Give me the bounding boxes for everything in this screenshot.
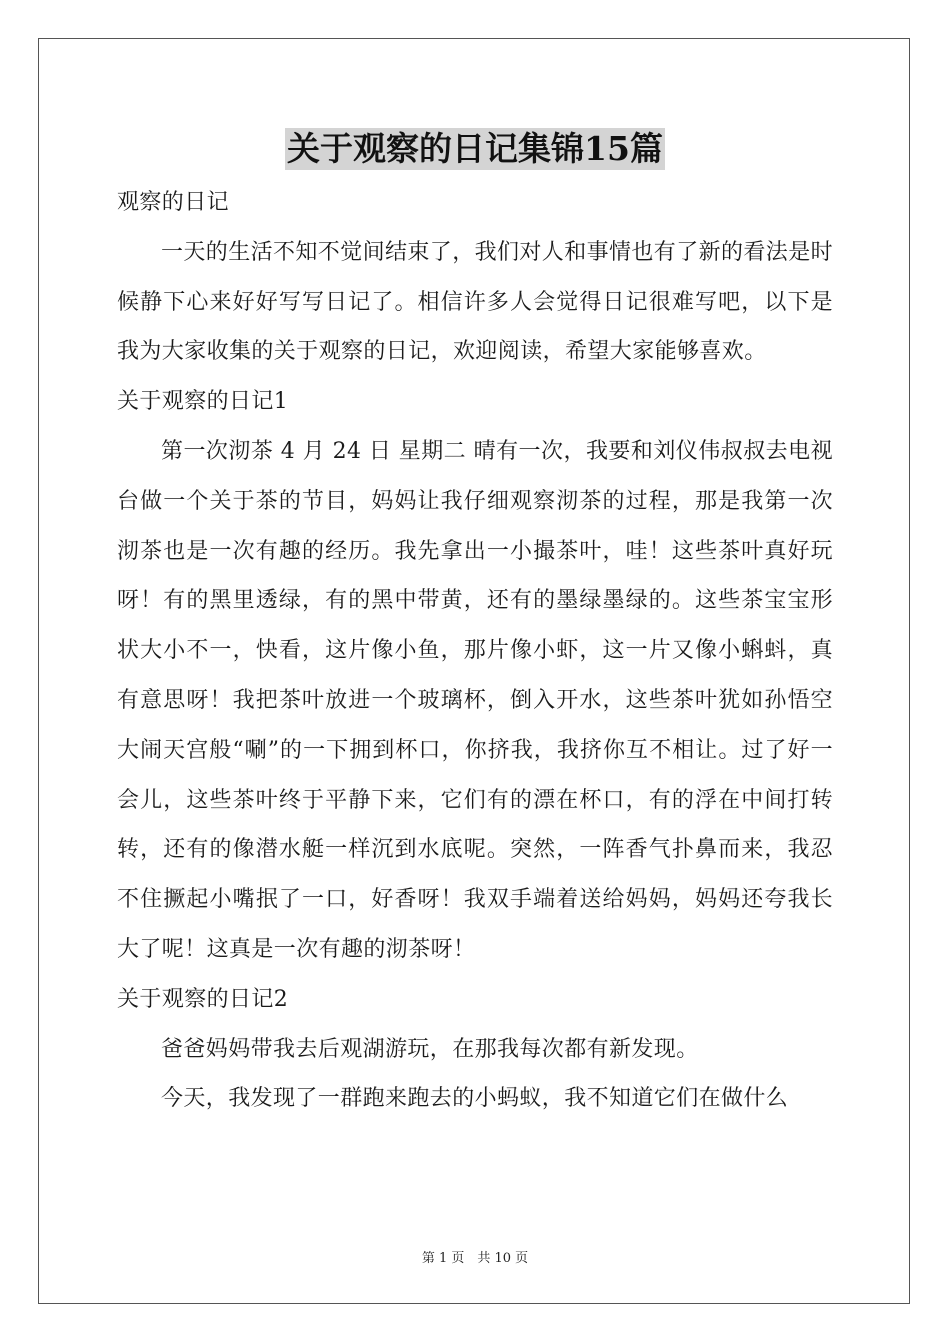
title-container bbox=[0, 128, 950, 170]
page-footer: 第 1 页 共 10 页 bbox=[421, 1251, 529, 1266]
paragraph: 一天的生活不知不觉间结束了，我们对人和事情也有了新的看法是时候静下心来好好写写日记了。相信许多人会觉得日记很难写吧，以下是我为大家收集的关于观察的日记，欢迎阅读，希望大家能够喜欢。 bbox=[117, 239, 834, 365]
section-heading: 关于观察的日记2 bbox=[117, 986, 289, 1012]
section-heading: 关于观察的日记1 bbox=[117, 389, 289, 415]
paragraph: 今天，我发现了一群跑来跑去的小蚂蚁，我不知道它们在做什么 bbox=[161, 1086, 789, 1112]
document-title: 关于观察的日记集锦15篇 bbox=[287, 129, 663, 168]
paragraph: 爸爸妈妈带我去后观湖游玩，在那我每次都有新发现。 bbox=[161, 1036, 699, 1062]
paragraph: 第一次沏茶 4 月 24 日 星期二 晴有一次，我要和刘仪伟叔叔去电视台做一个关于茶的节目，妈妈让我仔细观察沏茶的过程，那是我第一次沏茶也是一次有趣的经历。我先拿出一小撮茶叶，哇！这些茶叶真好玩呀！有的黑里透绿，有的黑中带黄，还有的墨绿墨绿的。这些茶宝宝形状大小不一，快看，这片像小鱼，那片像小虾，这一片又像小蝌蚪，真有意思呀！我把茶叶放进一个玻璃杯，倒入开水，这些茶叶犹如孙悟空大闹天宫般“唰”的一下拥到杯口，你挤我，我挤你互不相让。过了好一会儿，这些茶叶终于平静下来，它们有的漂在杯口，有的浮在中间打转转，还有的像潜水艇一样沉到水底呢。突然，一阵香气扑鼻而来，我忍不住撅起小嘴抿了一口，好香呀！我双手端着送给妈妈，妈妈还夸我长大了呢！这真是一次有趣的沏茶呀！ bbox=[117, 438, 833, 962]
document-body bbox=[117, 178, 833, 1124]
section-heading: 观察的日记 bbox=[117, 190, 230, 215]
